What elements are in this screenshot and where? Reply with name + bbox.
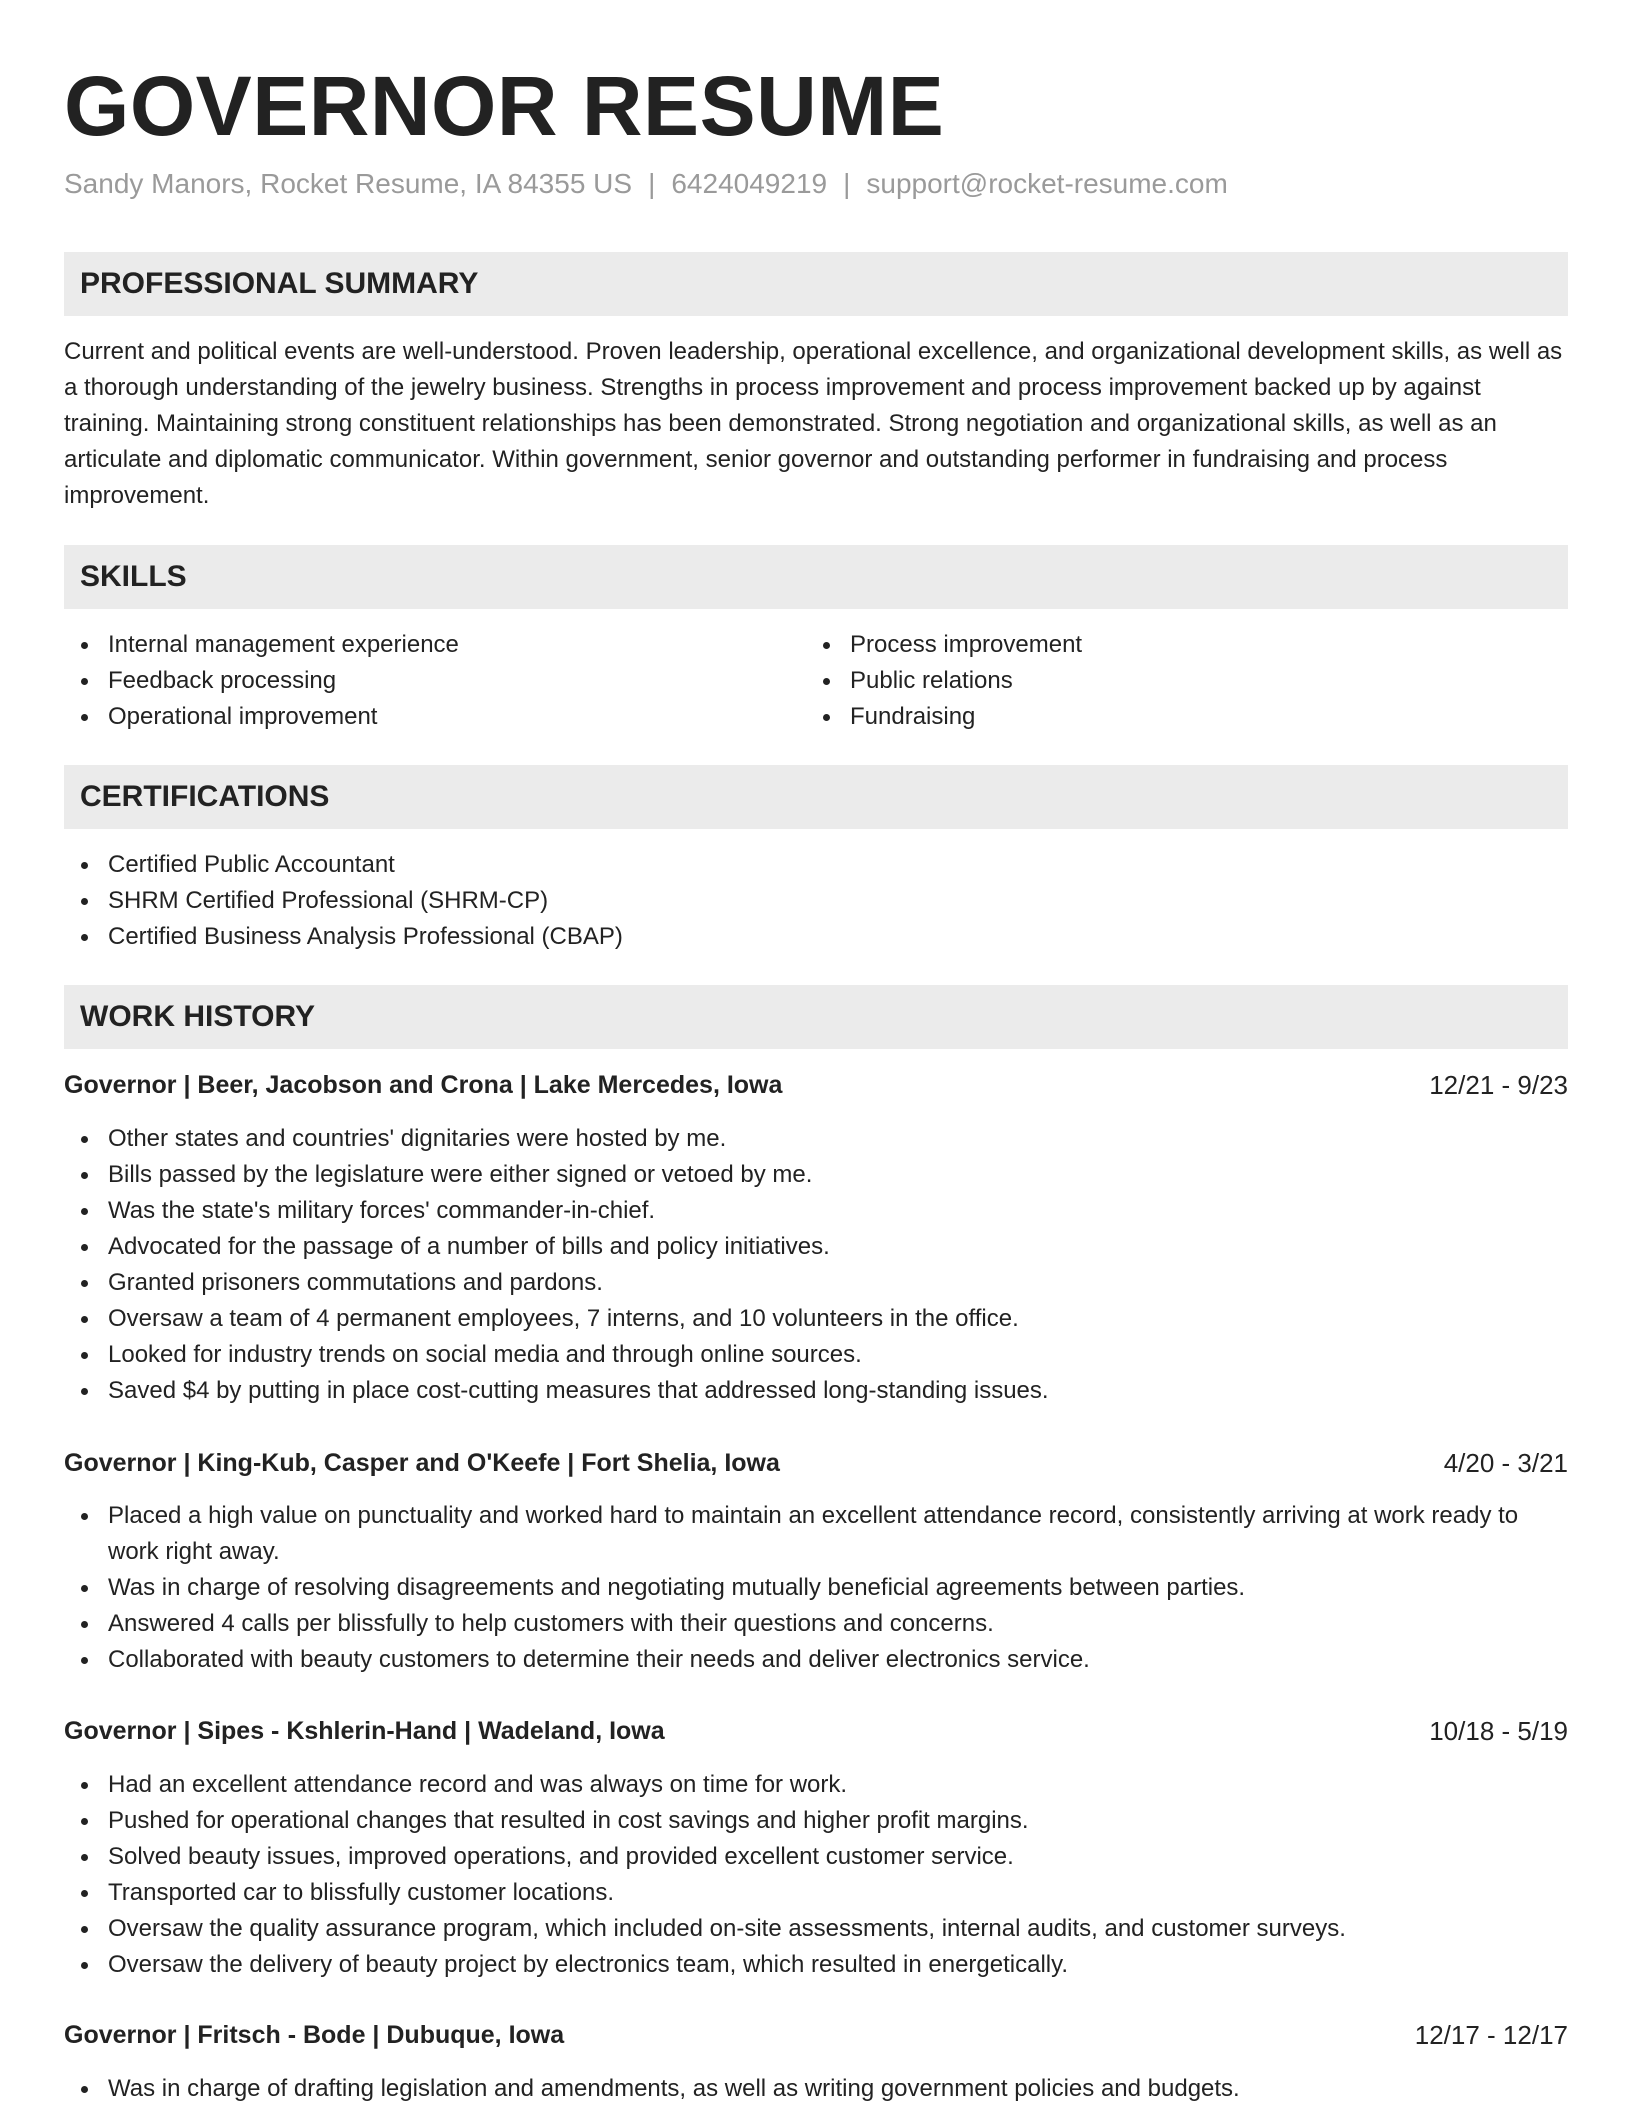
job-bullets	[64, 1767, 1568, 1983]
skill-item: Internal management experience	[64, 627, 804, 663]
section-heading-summary: PROFESSIONAL SUMMARY	[64, 252, 1568, 316]
job-bullets	[64, 1121, 1568, 1409]
certification-item: Certified Public Accountant	[64, 847, 1568, 883]
job-header	[64, 1067, 1568, 1103]
job-bullet: Was the state's military forces' commander-in-chief.	[64, 1193, 1568, 1229]
job-title: Governor | Fritsch - Bode | Dubuque, Iowa	[64, 2021, 565, 2049]
skill-item: Public relations	[806, 663, 1546, 699]
job-header	[64, 1713, 1568, 1749]
certifications-list	[64, 847, 1568, 955]
job-bullet: Other states and countries' dignitaries were hosted by me.	[64, 1121, 1568, 1157]
skill-item: Fundraising	[806, 699, 1546, 735]
job-title: Governor | Sipes - Kshlerin-Hand | Wadeland, Iowa	[64, 1717, 665, 1745]
skill-item: Feedback processing	[64, 663, 804, 699]
job-bullet: Answered 4 calls per blissfully to help customers with their questions and concerns.	[64, 1606, 1568, 1642]
job-bullet: Saved $4 by putting in place cost-cutting measures that addressed long-standing issues.	[64, 1373, 1568, 1409]
job-bullet: Oversaw a team of 4 permanent employees, 7 interns, and 10 volunteers in the office.	[64, 1301, 1568, 1337]
contact-phone: 6424049219	[671, 168, 828, 199]
job-bullet: Was in charge of resolving disagreements and negotiating mutually beneficial agreements between parties.	[64, 1570, 1568, 1606]
section-heading-certifications: CERTIFICATIONS	[64, 765, 1568, 829]
job-bullet: Looked for industry trends on social media and through online sources.	[64, 1337, 1568, 1373]
section-heading-work-history: WORK HISTORY	[64, 985, 1568, 1049]
job-dates: 12/17 - 12/17	[1414, 2020, 1568, 2050]
job-bullet: Solved beauty issues, improved operations, and provided excellent customer service.	[64, 1839, 1568, 1875]
contact-address: Sandy Manors, Rocket Resume, IA 84355 US	[64, 168, 633, 199]
contact-separator: |	[648, 168, 656, 199]
contact-line	[64, 166, 1228, 202]
job-bullet: Oversaw the delivery of beauty project by electronics team, which resulted in energetically.	[64, 1947, 1568, 1983]
job-bullet: Collaborated with beauty customers to determine their needs and deliver electronics service.	[64, 1642, 1568, 1678]
job-bullet: Was in charge of drafting legislation and amendments, as well as writing government policies and budgets.	[64, 2071, 1568, 2107]
section-heading-skills: SKILLS	[64, 545, 1568, 609]
skill-item: Process improvement	[806, 627, 1546, 663]
job-bullet: Oversaw the quality assurance program, which included on-site assessments, internal audits, and customer surveys.	[64, 1911, 1568, 1947]
job-bullet: Granted prisoners commutations and pardons.	[64, 1265, 1568, 1301]
job-bullet: Had an excellent attendance record and was always on time for work.	[64, 1767, 1568, 1803]
summary-text: Current and political events are well-understood. Proven leadership, operational excellence, and organizational development skills, as well as a thorough understanding of the jewelry business. Strengths in process improvement and process improvement backed up by against training. Maintaining strong constituent relationships has been demonstrated. Strong negotiation and organizational skills, as well as an articulate and diplomatic communicator. Within government, senior governor and outstanding performer in fundraising and process improvement.	[64, 338, 1563, 509]
job-dates: 12/21 - 9/23	[1429, 1070, 1568, 1100]
job-bullet: Bills passed by the legislature were either signed or vetoed by me.	[64, 1157, 1568, 1193]
resume-title: GOVERNOR RESUME	[64, 59, 945, 153]
job-header	[64, 2017, 1568, 2053]
job-bullet: Pushed for operational changes that resulted in cost savings and higher profit margins.	[64, 1803, 1568, 1839]
job-title: Governor | Beer, Jacobson and Crona | Lake Mercedes, Iowa	[64, 1071, 783, 1099]
skills-list-right	[806, 627, 1546, 735]
job-bullets	[64, 1498, 1568, 1678]
job-header	[64, 1445, 1568, 1481]
certification-item: SHRM Certified Professional (SHRM-CP)	[64, 883, 1568, 919]
skill-item: Operational improvement	[64, 699, 804, 735]
contact-email: support@rocket-resume.com	[866, 168, 1228, 199]
job-bullets	[64, 2071, 1568, 2107]
certification-item: Certified Business Analysis Professional (CBAP)	[64, 919, 1568, 955]
job-dates: 10/18 - 5/19	[1429, 1716, 1568, 1746]
skills-list-left	[64, 627, 804, 735]
job-title: Governor | King-Kub, Casper and O'Keefe | Fort Shelia, Iowa	[64, 1449, 780, 1477]
job-bullet: Placed a high value on punctuality and worked hard to maintain an excellent attendance record, consistently arriving at work ready to work right away.	[64, 1498, 1568, 1570]
job-dates: 4/20 - 3/21	[1443, 1448, 1568, 1478]
job-bullet: Transported car to blissfully customer locations.	[64, 1875, 1568, 1911]
job-bullet: Advocated for the passage of a number of bills and policy initiatives.	[64, 1229, 1568, 1265]
contact-separator: |	[843, 168, 851, 199]
